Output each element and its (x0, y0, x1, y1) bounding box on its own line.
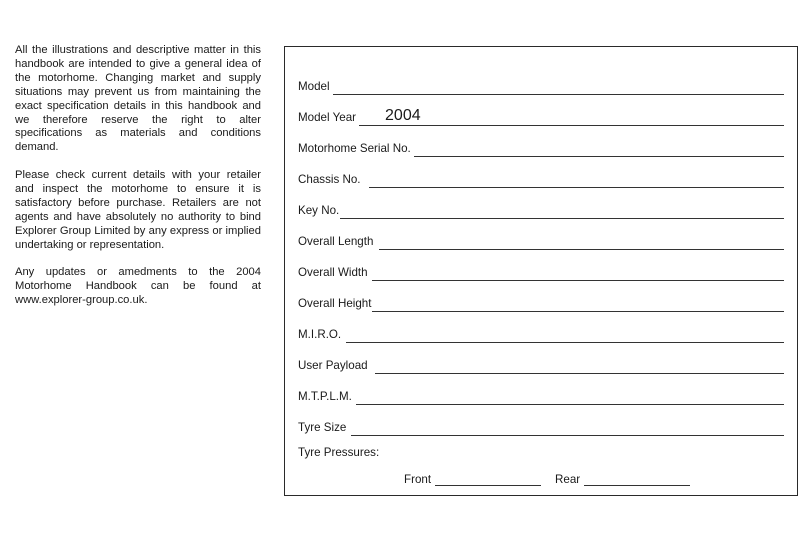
field-miro[interactable] (298, 321, 784, 343)
rear-pressure-line[interactable] (584, 473, 690, 486)
field-label: Motorhome Serial No. (298, 142, 411, 155)
field-line[interactable] (351, 417, 784, 436)
field-line[interactable] (414, 138, 784, 157)
disclaimer-paragraph-2: Please check current details with your retailer and inspect the motorhome to ensure it is satisfactory before purchase. Retailers are not agents and have absolutely no authority to bind Explorer Group Limited by any express or implied undertaking or representation. (15, 169, 261, 251)
field-line[interactable] (356, 386, 784, 405)
field-line[interactable] (369, 169, 785, 188)
field-overall-height[interactable] (298, 290, 784, 312)
vehicle-details-form (284, 46, 798, 496)
rear-label: Rear (555, 473, 581, 486)
field-line[interactable] (379, 231, 784, 250)
field-line[interactable] (359, 107, 784, 126)
disclaimer-text (15, 44, 261, 322)
field-label: Overall Height (298, 297, 372, 310)
field-value: 2004 (385, 107, 421, 124)
field-serial-no[interactable] (298, 135, 784, 157)
field-label: Model Year (298, 111, 357, 124)
field-label: Tyre Size (298, 421, 347, 434)
field-label: Model (298, 80, 330, 93)
field-label: Overall Width (298, 266, 368, 279)
field-label: Overall Length (298, 235, 374, 248)
field-line[interactable] (372, 262, 784, 281)
field-line[interactable] (340, 200, 784, 219)
field-tyre-size[interactable] (298, 414, 784, 436)
field-chassis-no[interactable] (298, 166, 784, 188)
front-label: Front (404, 473, 432, 486)
field-front-pressure[interactable] (404, 470, 541, 486)
field-user-payload[interactable] (298, 352, 784, 374)
field-line[interactable] (346, 324, 784, 343)
field-line[interactable] (333, 76, 784, 95)
field-model[interactable] (298, 73, 784, 95)
front-pressure-line[interactable] (435, 473, 541, 486)
field-label: M.I.R.O. (298, 328, 342, 341)
field-line[interactable] (372, 293, 784, 312)
field-overall-length[interactable] (298, 228, 784, 250)
field-label: M.T.P.L.M. (298, 390, 352, 403)
field-model-year[interactable] (298, 104, 784, 126)
field-label: User Payload (298, 359, 368, 372)
field-mtplm[interactable] (298, 383, 784, 405)
disclaimer-paragraph-1: All the illustrations and descriptive matter in this handbook are intended to give a general idea of the motorhome. Changing market and supply situations may prevent us from maintaining the exact specification details in this handbook and we therefore reserve the right to alter specifications as materials and conditions demand. (15, 44, 261, 154)
field-line[interactable] (375, 355, 784, 374)
disclaimer-paragraph-3: Any updates or amedments to the 2004 Motorhome Handbook can be found at www.explorer-group.co.uk. (15, 266, 261, 307)
field-label: Key No. (298, 204, 340, 217)
field-key-no[interactable] (298, 197, 784, 219)
field-rear-pressure[interactable] (555, 470, 690, 486)
field-overall-width[interactable] (298, 259, 784, 281)
field-label: Chassis No. (298, 173, 361, 186)
tyre-pressures-heading: Tyre Pressures: (298, 446, 380, 459)
